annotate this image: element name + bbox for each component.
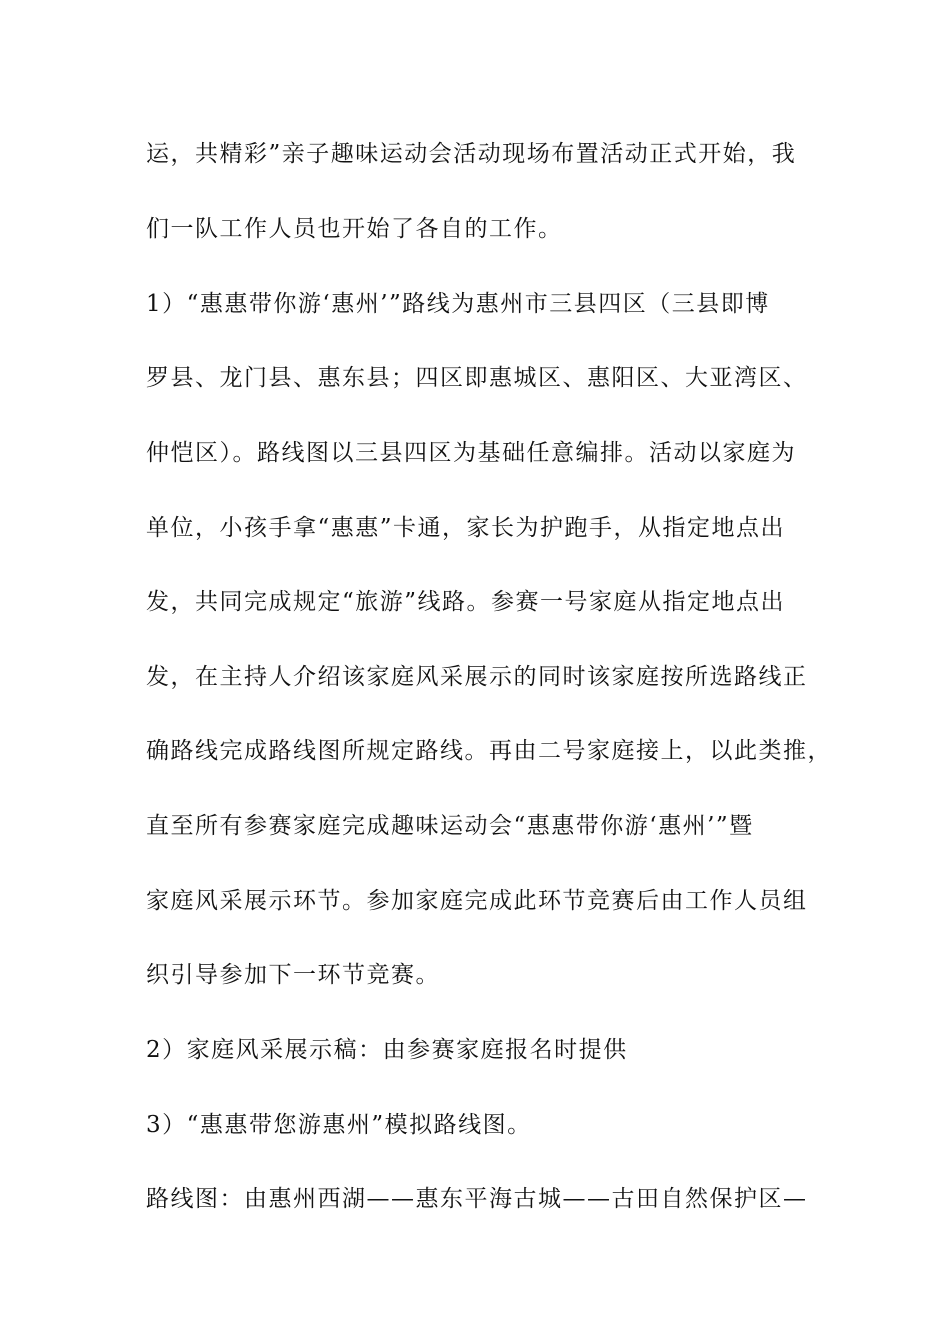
text-line-1: 运，共精彩”亲子趣味运动会活动现场布置活动正式开始，我	[146, 141, 797, 167]
text-line-11: 家庭风采展示环节。参加家庭完成此环节竞赛后由工作人员组	[146, 888, 808, 914]
text-line-10: 直至所有参赛家庭完成趣味运动会“惠惠带你游‘惠州’”暨	[146, 813, 754, 839]
text-line-3: 1）“惠惠带你游‘惠州’”路线为惠州市三县四区（三县即博	[146, 291, 770, 317]
text-line-7: 发，共同完成规定“旅游”线路。参赛一号家庭从指定地点出	[146, 589, 786, 615]
text-line-2: 们一队工作人员也开始了各自的工作。	[146, 216, 563, 242]
text-line-6: 单位，小孩手拿“惠惠”卡通，家长为护跑手，从指定地点出	[146, 515, 786, 541]
text-line-12: 织引导参加下一环节竞赛。	[146, 962, 440, 988]
text-line-14: 3）“惠惠带您游惠州”模拟路线图。	[146, 1112, 532, 1138]
text-line-4: 罗县、龙门县、惠东县；四区即惠城区、惠阳区、大亚湾区、	[146, 365, 808, 391]
text-line-5: 仲恺区）。路线图以三县四区为基础任意编排。活动以家庭为	[146, 440, 796, 466]
text-line-8: 发，在主持人介绍该家庭风采展示的同时该家庭按所选路线正	[146, 664, 808, 690]
text-line-15: 路线图：由惠州西湖——惠东平海古城——古田自然保护区—	[146, 1186, 808, 1212]
text-line-13: 2）家庭风采展示稿：由参赛家庭报名时提供	[146, 1037, 628, 1063]
text-line-9: 确路线完成路线图所规定路线。再由二号家庭接上，以此类推，	[146, 738, 832, 764]
